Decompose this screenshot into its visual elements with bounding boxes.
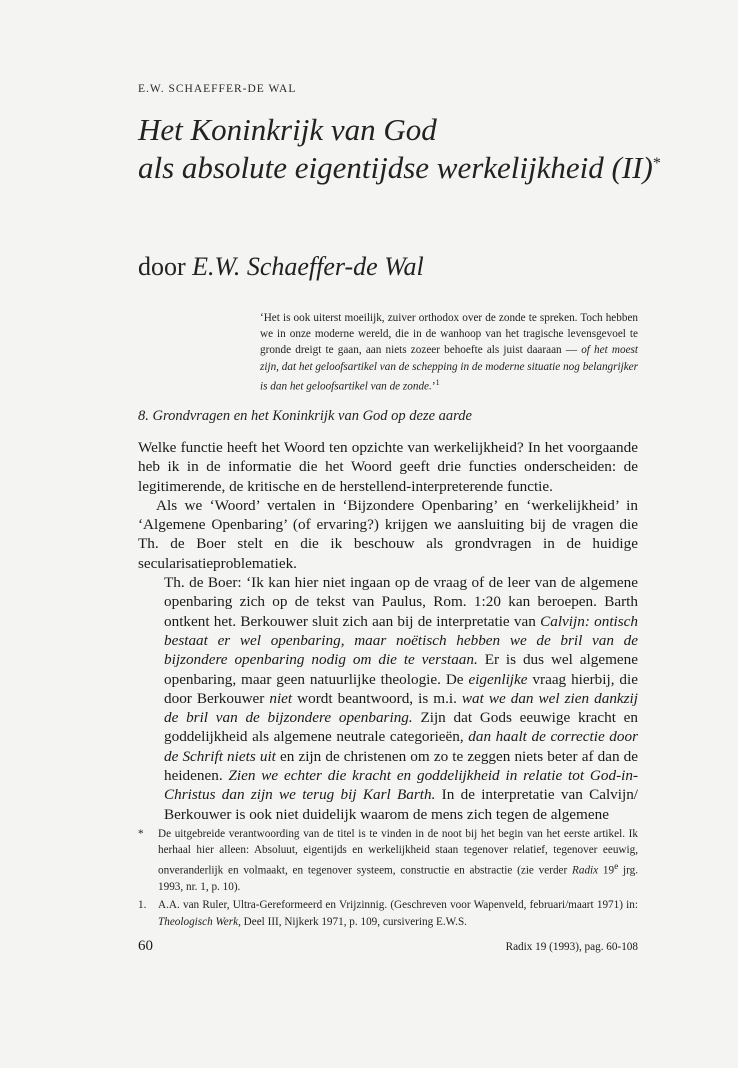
footnote-seg: 19 (602, 864, 615, 877)
quote-italic-1: Calvijn: ontisch bestaat er wel openbaring, maar noëtisch hebben we de bril van de bijzondere openbaring nodig om die te verstaan. (164, 612, 639, 669)
body-text (138, 438, 638, 824)
footnote-italic: Radix (572, 864, 599, 877)
quote-seg-4: wordt beantwoord, is m.i. (297, 689, 457, 707)
epigraph-italic: of het moest zijn, dat het geloofsartikel van de schepping in de moderne situatie nog belangrijker is dan het geloofsartikel van de zonde. (260, 344, 638, 393)
epigraph-text: ‘Het is ook uiterst moeilijk, zuiver orthodox over de zonde te spreken. Toch hebben we in onze moderne wereld, die in de wanhoop van het tragische levensgevoel te gronde dreigt te gaan, aan niets zozeer behoefte als juist daaraan — (260, 312, 638, 357)
quote-seg-1: Th. de Boer: ‘Ik kan hier niet ingaan op de vraag of de leer van de algemene openbaring zich op de tekst van Paulus, Rom. 1:20 kan beroepen. Barth ontkent het. Berkouwer sluit zich aan bij de interpretatie van (164, 574, 638, 630)
section-heading (138, 408, 472, 425)
epigraph-note-ref: 1 (435, 377, 440, 387)
footnote-seg: jrg. 1993, nr. 1, p. 10). (158, 864, 639, 893)
title-text: als absolute eigentijdse werkelijkheid (II) (138, 150, 653, 185)
quote-italic-5: dan haalt de correctie door de Schrift niets uit (164, 728, 638, 765)
footnote-sup: e (614, 861, 619, 872)
footnote-seg: Deel III, Nijkerk 1971, p. 109, cursivering E.W.S. (243, 915, 467, 928)
article-title-line-2 (138, 150, 661, 186)
quote-seg-2: Er is dus wel algemene openbaring, maar geen natuurlijke theologie. De (164, 651, 638, 688)
quote-seg-7: In de interpretatie van Calvijn/ Berkouwer is ook niet duidelijk waarom de mens zich tegen de algemene (164, 786, 639, 823)
quote-seg-6: en zijn de christenen om zo te zeggen niets beter af dan de heidenen. (164, 747, 638, 785)
quote-italic-3: niet (269, 689, 293, 707)
block-quote (164, 573, 638, 824)
article-title-line-1: Het Koninkrijk van God (138, 112, 437, 147)
journal-reference: Radix 19 (1993), pag. 60-108 (505, 941, 638, 953)
quote-seg-3: vraag hierbij, die door Berkouwer (164, 670, 638, 707)
footnote-text (158, 826, 638, 895)
footnotes (138, 826, 638, 932)
quote-seg-5: Zijn dat Gods eeuwige kracht en goddelijkheid als algemene neutrale categorieën, (164, 709, 639, 746)
byline-author: E.W. Schaeffer-de Wal (192, 252, 424, 281)
footnote-italic: Theologisch Werk, (158, 915, 241, 928)
footnote-seg: A.A. van Ruler, Ultra-Gereformeerd en Vrijzinnig. (Geschreven voor Wapenveld, februari/maart 1971) in: (158, 899, 638, 912)
footnote-mark: 1. (138, 899, 147, 912)
quote-italic-2: eigenlijke (468, 670, 528, 688)
quote-italic-4: wat we dan wel zien dankzij de bril van de bijzondere openbaring. (164, 689, 639, 727)
byline (138, 252, 424, 282)
footnote-mark: * (138, 828, 144, 840)
running-head: E.W. SCHAEFFER-DE WAL (138, 83, 297, 95)
quote-italic-6: Zien we echter die kracht en goddelijkheid in relatie tot God-in-Christus dan zijn we terug bij Karl Barth. (164, 767, 639, 804)
epigraph (260, 310, 638, 395)
footnote-1 (138, 897, 638, 930)
byline-prefix: door (138, 252, 186, 281)
section-heading-text: 8. Grondvragen en het Koninkrijk van God op deze aarde (138, 408, 472, 424)
footnote-star (138, 826, 638, 895)
paragraph-1: Welke functie heeft het Woord ten opzichte van werkelijkheid? In het voorgaande heb ik in de informatie die het Woord geeft drie functies onderscheiden: de legitimerende, de kritische en de herstellend-interpreterende functie. (138, 439, 638, 495)
epigraph-close: ’ (431, 380, 436, 393)
page-number: 60 (138, 938, 153, 954)
title-footnote-marker: * (652, 155, 661, 172)
footnote-seg: De uitgebreide verantwoording van de titel is te vinden in de noot bij het begin van het eerste artikel. Ik herhaal hier alleen: Absoluut, eigentijds en werkelijkheid staan tegenover relatief, tegenover eeuwig, onveranderlijk en volmaakt, en tegenover systeem, constructie en abstractie (zie verder (158, 828, 638, 877)
paragraph-2: Als we ‘Woord’ vertalen in ‘Bijzondere Openbaring’ en ‘werkelijkheid’ in ‘Algemene Openbaring’ (of ervaring?) krijgen we aansluiting bij de vragen die Th. de Boer stelt en die ik beschouw als grondvragen in de huidige secularisatieproblematiek. (138, 496, 638, 572)
footnote-text (158, 897, 638, 930)
